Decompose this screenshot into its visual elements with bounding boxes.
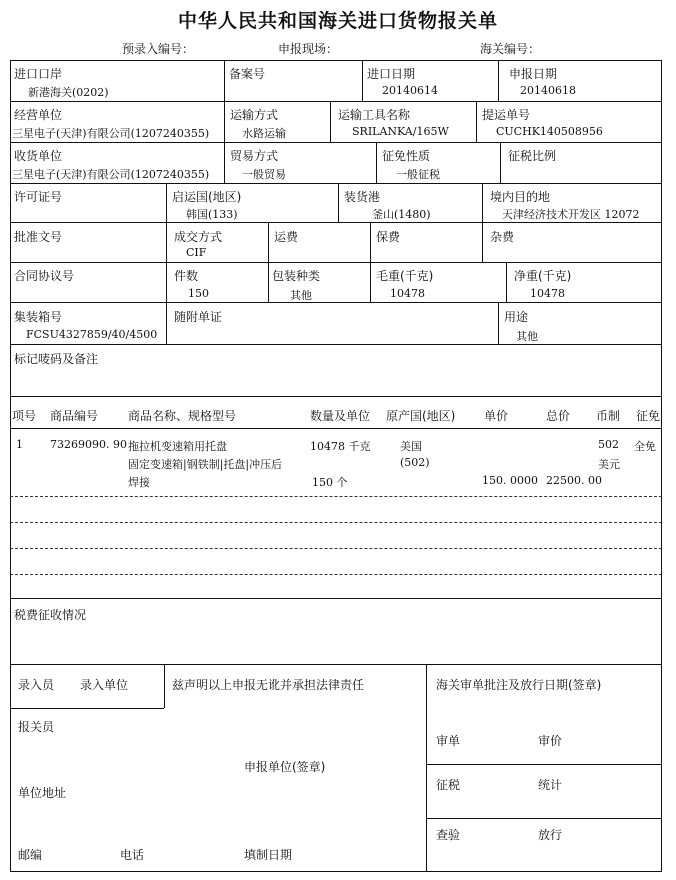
pieces-value: 150 bbox=[188, 287, 209, 300]
rule bbox=[10, 708, 164, 709]
rule bbox=[10, 101, 662, 102]
rule bbox=[330, 101, 331, 143]
declaration-statement: 兹声明以上申报无讹并承担法律责任 bbox=[172, 678, 365, 692]
item-separator bbox=[10, 522, 662, 523]
col-currency: 币制 bbox=[596, 409, 621, 423]
package-type-label: 包装种类 bbox=[272, 269, 321, 283]
tax-collection-label: 税费征收情况 bbox=[14, 608, 87, 622]
rule bbox=[224, 101, 225, 143]
bill-of-lading-value: CUCHK140508956 bbox=[496, 125, 603, 138]
rule bbox=[10, 142, 662, 143]
rule bbox=[376, 142, 377, 184]
trade-mode-value: 一般贸易 bbox=[242, 168, 286, 181]
customs-annotation-label: 海关审单批注及放行日期(签章) bbox=[436, 678, 602, 692]
rule bbox=[166, 302, 167, 345]
rule bbox=[166, 183, 167, 223]
consignee-value: 三星电子(天津)有限公司(1207240355) bbox=[12, 168, 210, 181]
rule bbox=[426, 664, 427, 872]
insurance-label: 保费 bbox=[376, 230, 401, 244]
item-name-line1: 拖拉机变速箱用托盘 bbox=[128, 440, 227, 453]
freight-label: 运费 bbox=[274, 230, 299, 244]
import-date-value: 20140614 bbox=[382, 84, 438, 97]
declare-date-label: 申报日期 bbox=[509, 67, 558, 81]
rule bbox=[10, 428, 662, 429]
rule bbox=[338, 183, 339, 223]
item-commodity-code: 73269090. 90 bbox=[50, 438, 127, 451]
rule bbox=[10, 183, 662, 184]
col-quantity-unit: 数量及单位 bbox=[310, 409, 371, 423]
deal-mode-value: CIF bbox=[186, 246, 207, 259]
destination-label: 境内目的地 bbox=[490, 190, 551, 204]
import-date-label: 进口日期 bbox=[367, 67, 416, 81]
rule bbox=[224, 60, 225, 102]
review-price-label: 审价 bbox=[538, 734, 563, 748]
item-separator bbox=[10, 496, 662, 497]
rule bbox=[506, 262, 507, 303]
col-unit-price: 单价 bbox=[484, 409, 509, 423]
rule bbox=[164, 664, 165, 708]
item-total-price: 22500. 00 bbox=[546, 474, 602, 487]
preentry-number-label: 预录入编号： bbox=[122, 42, 195, 56]
usage-label: 用途 bbox=[504, 310, 529, 324]
import-port-value: 新港海关(0202) bbox=[28, 86, 109, 99]
rule bbox=[10, 302, 662, 303]
col-commodity-code: 商品编号 bbox=[50, 409, 99, 423]
item-quantity-1: 10478 千克 bbox=[310, 440, 371, 453]
origin-country-label: 启运国(地区) bbox=[172, 190, 242, 204]
vehicle-name-value: SRILANKA/165W bbox=[352, 125, 449, 138]
item-number: 1 bbox=[16, 438, 23, 451]
deal-mode-label: 成交方式 bbox=[174, 230, 223, 244]
rule bbox=[166, 262, 167, 303]
rule bbox=[426, 764, 662, 765]
rule bbox=[476, 101, 477, 143]
item-unit-price: 150. 0000 bbox=[482, 474, 538, 487]
statistics-label: 统计 bbox=[538, 778, 563, 792]
rule bbox=[166, 222, 167, 263]
entry-unit-label: 录入单位 bbox=[80, 678, 129, 692]
entry-person-label: 录入员 bbox=[18, 678, 55, 692]
record-number-label: 备案号 bbox=[229, 67, 266, 81]
loading-port-label: 装货港 bbox=[344, 190, 381, 204]
exemption-nature-label: 征免性质 bbox=[382, 149, 431, 163]
item-origin-name: 美国 bbox=[400, 440, 422, 453]
marks-remarks-label: 标记唛码及备注 bbox=[14, 352, 99, 366]
license-number-label: 许可证号 bbox=[14, 190, 63, 204]
rule bbox=[370, 222, 371, 263]
levy-tax-label: 征税 bbox=[436, 778, 461, 792]
form-title: 中华人民共和国海关进口货物报关单 bbox=[177, 10, 498, 32]
rule bbox=[426, 818, 662, 819]
rule bbox=[482, 222, 483, 263]
operator-value: 三星电子(天津)有限公司(1207240355) bbox=[12, 127, 210, 140]
declare-date-value: 20140618 bbox=[520, 84, 576, 97]
contract-number-label: 合同协议号 bbox=[14, 269, 75, 283]
misc-fee-label: 杂费 bbox=[490, 230, 515, 244]
col-origin-country: 原产国(地区) bbox=[386, 409, 456, 423]
rule bbox=[362, 60, 363, 102]
trade-mode-label: 贸易方式 bbox=[230, 149, 279, 163]
item-currency-code: 502 bbox=[598, 438, 619, 451]
item-origin-code: (502) bbox=[400, 456, 430, 469]
item-currency-name: 美元 bbox=[598, 458, 620, 471]
approval-number-label: 批准文号 bbox=[14, 230, 63, 244]
rule bbox=[498, 60, 499, 102]
rule bbox=[500, 142, 501, 184]
item-separator bbox=[10, 548, 662, 549]
rule bbox=[498, 302, 499, 345]
rule bbox=[268, 222, 269, 263]
item-levy: 全免 bbox=[634, 440, 656, 453]
transport-mode-label: 运输方式 bbox=[230, 108, 279, 122]
rule bbox=[10, 598, 662, 599]
col-total-price: 总价 bbox=[546, 409, 571, 423]
rule bbox=[268, 262, 269, 303]
origin-country-value: 韩国(133) bbox=[186, 208, 238, 221]
rule bbox=[10, 664, 662, 665]
gross-weight-value: 10478 bbox=[390, 287, 425, 300]
item-separator bbox=[10, 574, 662, 575]
operator-label: 经营单位 bbox=[14, 108, 63, 122]
rule bbox=[10, 344, 662, 345]
inspection-label: 查验 bbox=[436, 828, 461, 842]
review-document-label: 审单 bbox=[436, 734, 461, 748]
declaration-site-label: 申报现场： bbox=[278, 42, 339, 56]
rule bbox=[224, 142, 225, 184]
fill-date-label: 填制日期 bbox=[244, 848, 293, 862]
item-name-line2: 固定变速箱|钢铁制|托盘|冲压后 bbox=[128, 458, 283, 471]
col-levy: 征免 bbox=[636, 409, 661, 423]
col-commodity-name: 商品名称、规格型号 bbox=[128, 409, 237, 423]
bill-of-lading-label: 提运单号 bbox=[482, 108, 531, 122]
item-name-line3: 焊接 bbox=[128, 476, 150, 489]
container-number-label: 集装箱号 bbox=[14, 310, 63, 324]
vehicle-name-label: 运输工具名称 bbox=[338, 108, 411, 122]
gross-weight-label: 毛重(千克) bbox=[376, 269, 434, 283]
unit-address-label: 单位地址 bbox=[18, 786, 67, 800]
customs-broker-label: 报关员 bbox=[18, 720, 55, 734]
rule bbox=[10, 396, 662, 397]
release-label: 放行 bbox=[538, 828, 563, 842]
postcode-label: 邮编 bbox=[18, 848, 43, 862]
item-quantity-2: 150 个 bbox=[312, 476, 348, 489]
customs-number-label: 海关编号： bbox=[480, 42, 541, 56]
usage-value: 其他 bbox=[516, 330, 538, 343]
declarant-seal-label: 申报单位(签章) bbox=[244, 760, 326, 774]
col-item-no: 项号 bbox=[12, 409, 37, 423]
container-number-value: FCSU4327859/40/4500 bbox=[26, 328, 158, 341]
rule bbox=[10, 222, 662, 223]
rule bbox=[370, 262, 371, 303]
import-port-label: 进口口岸 bbox=[14, 67, 63, 81]
net-weight-label: 净重(千克) bbox=[514, 269, 572, 283]
levy-ratio-label: 征税比例 bbox=[508, 149, 557, 163]
loading-port-value: 釜山(1480) bbox=[372, 208, 431, 221]
phone-label: 电话 bbox=[120, 848, 145, 862]
destination-value: 天津经济技术开发区 12072 bbox=[502, 208, 640, 221]
package-type-value: 其他 bbox=[290, 289, 312, 302]
exemption-nature-value: 一般征税 bbox=[396, 168, 440, 181]
consignee-label: 收货单位 bbox=[14, 149, 63, 163]
rule bbox=[482, 183, 483, 223]
net-weight-value: 10478 bbox=[530, 287, 565, 300]
rule bbox=[10, 262, 662, 263]
transport-mode-value: 水路运输 bbox=[242, 127, 286, 140]
pieces-label: 件数 bbox=[174, 269, 199, 283]
attached-docs-label: 随附单证 bbox=[174, 310, 223, 324]
